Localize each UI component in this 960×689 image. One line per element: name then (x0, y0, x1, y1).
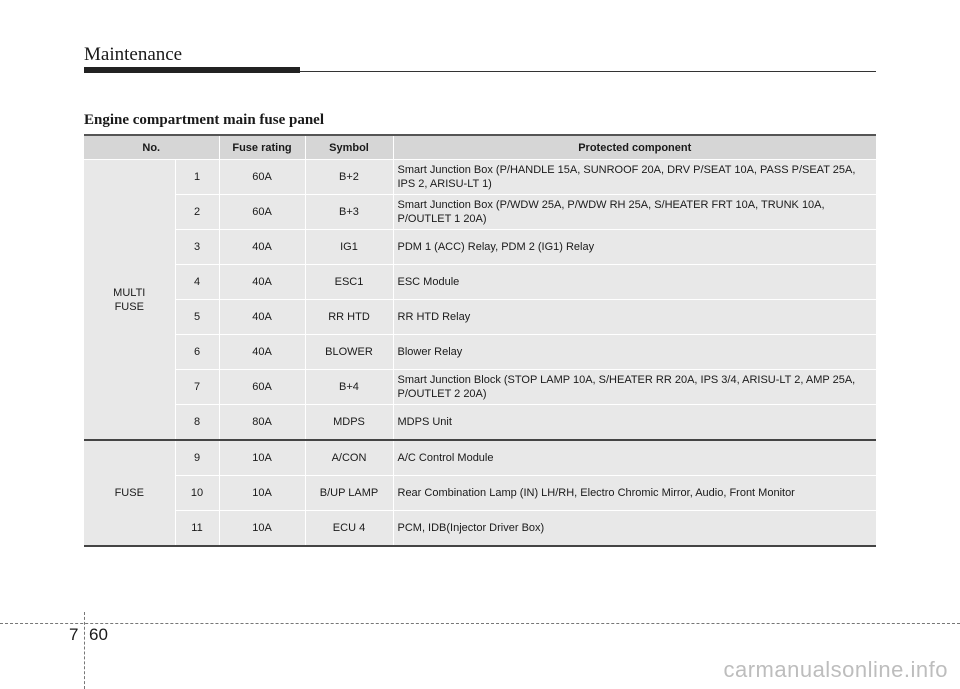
cell-no: 5 (175, 300, 219, 335)
section-title: Engine compartment main fuse panel (84, 112, 324, 128)
cell-component: Smart Junction Block (STOP LAMP 10A, S/HEATER RR 20A, IPS 3/4, ARISU-LT 2, AMP 25A, P/OUTLET 2 20A) (393, 370, 876, 405)
cell-component: Blower Relay (393, 335, 876, 370)
col-header-symbol: Symbol (305, 135, 393, 160)
cell-component: A/C Control Module (393, 440, 876, 476)
page-number: 60 (89, 625, 108, 644)
table-row (84, 265, 876, 300)
cell-symbol: B/UP LAMP (305, 476, 393, 511)
table-row (84, 160, 876, 195)
cell-component: Smart Junction Box (P/HANDLE 15A, SUNROOF 20A, DRV P/SEAT 10A, PASS P/SEAT 25A, IPS 2, ARISU-LT 1) (393, 160, 876, 195)
col-header-no: No. (84, 135, 219, 160)
cell-rating: 10A (219, 440, 305, 476)
table-row (84, 300, 876, 335)
table-row (84, 440, 876, 476)
table-row (84, 370, 876, 405)
cell-rating: 40A (219, 300, 305, 335)
cell-symbol: RR HTD (305, 300, 393, 335)
watermark-text: carmanualsonline.info (723, 657, 948, 682)
footer-dashed-divider (84, 612, 85, 689)
cell-no: 6 (175, 335, 219, 370)
table-row (84, 335, 876, 370)
fuse-table (84, 134, 876, 547)
cell-rating: 60A (219, 195, 305, 230)
cell-symbol: IG1 (305, 230, 393, 265)
cell-no: 9 (175, 440, 219, 476)
cell-component: Rear Combination Lamp (IN) LH/RH, Electro Chromic Mirror, Audio, Front Monitor (393, 476, 876, 511)
cell-symbol: ESC1 (305, 265, 393, 300)
cell-symbol: B+2 (305, 160, 393, 195)
cell-rating: 40A (219, 265, 305, 300)
cell-symbol: B+4 (305, 370, 393, 405)
cell-component: RR HTD Relay (393, 300, 876, 335)
cell-no: 3 (175, 230, 219, 265)
cell-rating: 10A (219, 476, 305, 511)
table-header-row (84, 135, 876, 160)
col-header-component: Protected component (393, 135, 876, 160)
cell-component: MDPS Unit (393, 405, 876, 441)
cell-no: 11 (175, 511, 219, 547)
cell-rating: 60A (219, 370, 305, 405)
cell-no: 8 (175, 405, 219, 441)
cell-symbol: ECU 4 (305, 511, 393, 547)
fuse-table-container (84, 134, 876, 547)
page-header-title: Maintenance (84, 44, 183, 65)
cell-no: 10 (175, 476, 219, 511)
cell-rating: 80A (219, 405, 305, 441)
table-row (84, 230, 876, 265)
header-rule (300, 71, 876, 72)
cell-rating: 40A (219, 230, 305, 265)
cell-symbol: B+3 (305, 195, 393, 230)
cell-component: Smart Junction Box (P/WDW 25A, P/WDW RH 25A, S/HEATER FRT 10A, TRUNK 10A, P/OUTLET 1 20A) (393, 195, 876, 230)
header-accent-bar (84, 67, 300, 73)
cell-symbol: A/CON (305, 440, 393, 476)
table-row (84, 195, 876, 230)
table-row (84, 405, 876, 441)
footer-dashed-rule (0, 623, 960, 624)
cell-rating: 60A (219, 160, 305, 195)
group-label: MULTI FUSE (84, 160, 175, 441)
cell-no: 1 (175, 160, 219, 195)
cell-component: ESC Module (393, 265, 876, 300)
cell-no: 2 (175, 195, 219, 230)
cell-component: PCM, IDB(Injector Driver Box) (393, 511, 876, 547)
table-row (84, 511, 876, 547)
cell-no: 4 (175, 265, 219, 300)
col-header-rating: Fuse rating (219, 135, 305, 160)
cell-symbol: MDPS (305, 405, 393, 441)
cell-rating: 40A (219, 335, 305, 370)
table-row (84, 476, 876, 511)
cell-no: 7 (175, 370, 219, 405)
cell-symbol: BLOWER (305, 335, 393, 370)
cell-component: PDM 1 (ACC) Relay, PDM 2 (IG1) Relay (393, 230, 876, 265)
cell-rating: 10A (219, 511, 305, 547)
chapter-number: 7 (69, 625, 79, 644)
group-label: FUSE (84, 440, 175, 546)
